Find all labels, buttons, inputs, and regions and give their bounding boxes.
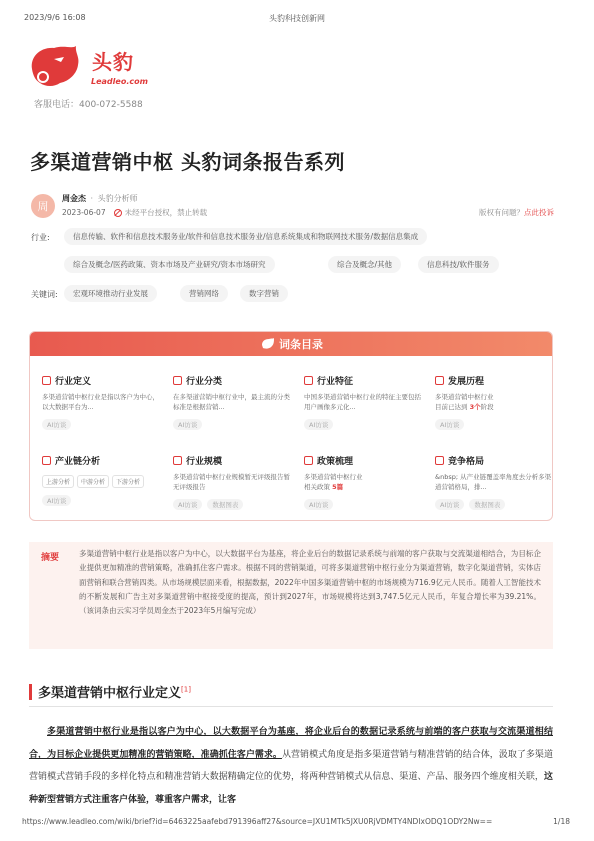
ai-interview-pill[interactable]: AI访谈	[435, 419, 464, 430]
brand-domain[interactable]: Leadleo.com	[91, 77, 148, 86]
report-prefix: 版权有问题？	[479, 208, 524, 217]
author-avatar[interactable]: 周	[31, 194, 55, 218]
toc-item-desc: 多渠道营销中枢行业 目前已达到 3个阶段	[435, 393, 494, 411]
ai-interview-pill[interactable]: AI访谈	[435, 499, 464, 510]
toc-item-title: 产业链分析	[55, 457, 101, 467]
abstract-text: 多渠道营销中枢行业是指以客户为中心，以大数据平台为基座，将企业后台的数据记录系统与前端的客户获取与交流渠道相结合，为目标企业提供更加精准的营销策略，准确抓住客户需求。根据不同的营销渠道，可将多渠道营销中枢行业分为渠道营销，数字化渠道营销，实体店面营销和联合营销四类。从市场规模层面来看，根据数据，2022年中国多渠道营销中枢的市场规模为716.9亿元人民币。随着人工智能技术的不断发展和广告主对多渠道营销中枢接受度的提高，预计到2027年，市场规模将达到3,747.5亿元人民币，年复合增长率为39.21%。（该词条由云实习学员周金杰于2023年5月编写完成）	[79, 549, 541, 616]
bar-chart-icon	[435, 376, 444, 385]
ai-interview-pill[interactable]: AI访谈	[304, 419, 333, 430]
section-divider	[29, 706, 553, 707]
toc-item-title: 行业定义	[55, 377, 92, 387]
copyright-notice-text: 未经平台授权，禁止转载	[124, 208, 208, 217]
publish-info	[62, 207, 207, 218]
toc-item-title: 行业分类	[186, 377, 223, 387]
toc-item-history[interactable]	[435, 374, 553, 431]
leopard-logo-icon[interactable]	[28, 43, 82, 89]
toc-item-market-size[interactable]	[173, 454, 293, 511]
toc-item-title: 行业特征	[317, 377, 354, 387]
ai-interview-pill[interactable]: AI访谈	[173, 419, 202, 430]
toc-item-policy[interactable]	[304, 454, 424, 511]
brand-name: 头豹	[92, 50, 134, 74]
abstract-box	[29, 542, 553, 649]
service-phone: 客服电话：400-072-5588	[34, 100, 143, 110]
toc-item-classification[interactable]	[173, 374, 293, 431]
toc-header	[30, 332, 553, 356]
chain-icon	[42, 456, 51, 465]
hierarchy-icon	[173, 376, 182, 385]
industry-tag[interactable]: 信息传输、软件和信息技术服务业/软件和信息技术服务业/信息系统集成和物联网技术服务/数据信息集成	[64, 228, 427, 245]
prohibited-icon	[114, 209, 122, 217]
author-role: 头豹分析师	[97, 194, 138, 203]
toc-item-desc: 多渠道营销中枢行业是指以客户为中心，以大数据平台为...	[42, 393, 159, 411]
ai-interview-pill[interactable]: AI访谈	[304, 499, 333, 510]
ai-interview-pill[interactable]: AI访谈	[42, 419, 71, 430]
toc-item-desc: &nbsp; 从产业链覆盖率角度去分析多渠道营销格局，排...	[435, 473, 552, 491]
page-number: 1/18	[553, 817, 570, 826]
keyword-tag[interactable]: 宏观环境推动行业发展	[64, 285, 157, 302]
toc-item-competition[interactable]	[435, 454, 553, 511]
toc-item-title: 行业规模	[186, 457, 223, 467]
industry-tag[interactable]: 综合及概念/其他	[328, 256, 401, 273]
keyword-tag[interactable]: 数字营销	[240, 285, 288, 302]
paragraph-emphasis: 这种新型营销方式注重客户体验，尊重客户需求，让客	[29, 772, 553, 805]
print-datetime: 2023/9/6 16:08	[24, 13, 86, 22]
data-chart-pill[interactable]: 数据图表	[469, 499, 505, 510]
leopard-small-icon	[261, 338, 275, 350]
toc-item-definition[interactable]	[42, 374, 162, 431]
keyword-tag[interactable]: 营销网络	[180, 285, 228, 302]
ai-interview-pill[interactable]: AI访谈	[173, 499, 202, 510]
print-site-name: 头豹科技创新网	[269, 14, 325, 23]
competition-icon	[435, 456, 444, 465]
industry-label: 行业:	[31, 233, 50, 242]
midstream-tag[interactable]: 中游分析	[77, 475, 109, 488]
toc-title	[255, 332, 329, 356]
table-of-contents	[29, 331, 553, 521]
chart-icon	[173, 456, 182, 465]
data-chart-pill[interactable]: 数据图表	[207, 499, 243, 510]
section-title: 多渠道营销中枢行业定义[1]	[38, 685, 191, 701]
paragraph-text: 从营销模式角度是指多渠道营销与精准营销的结合体，汲取了多渠道营销模式营销手段的多样化特点和精准营销大数据精确定位的优势，将两种营销模式从信息、渠道、产品、服务四个维度相关联，	[29, 749, 553, 782]
author-line	[62, 193, 138, 204]
author-name[interactable]: 周金杰	[62, 194, 86, 203]
section-paragraph	[29, 721, 553, 811]
toc-item-desc: 多渠道营销中枢行业规模暂无评级报告暂无评级报告	[173, 473, 290, 491]
document-icon	[304, 456, 313, 465]
reference-link[interactable]: [1]	[181, 685, 191, 694]
industry-tag[interactable]: 信息科技/软件服务	[418, 256, 499, 273]
section-marker	[29, 684, 32, 700]
author-separator: ·	[90, 194, 94, 203]
toc-item-features[interactable]	[304, 374, 424, 431]
keywords-label: 关键词:	[31, 290, 58, 299]
feature-chart-icon	[304, 376, 313, 385]
toc-item-desc: 在多渠道营销中枢行业中，最主流的分类标准是根据营销...	[173, 393, 290, 411]
downstream-tag[interactable]: 下游分析	[112, 475, 144, 488]
paragraph-emphasis: 多渠道营销中枢行业是指以客户为中心，以大数据平台为基座，将企业后台的数据记录系统与前端的客户获取与交流渠道相结合，为目标企业提供更加精准的营销策略，准确抓住客户需求。	[29, 727, 553, 760]
toc-item-desc: 中国多渠道营销中枢行业的特征主要包括用户画像多元化...	[304, 393, 421, 411]
toc-item-title: 发展历程	[448, 377, 485, 387]
toc-item-industry-chain[interactable]	[42, 454, 162, 507]
toc-title-text: 词条目录	[279, 338, 323, 351]
report-link[interactable]: 点此投诉	[524, 208, 554, 217]
upstream-tag[interactable]: 上游分析	[42, 475, 74, 488]
toc-item-title: 竞争格局	[448, 457, 485, 467]
copyright-notice	[114, 207, 208, 218]
page-title: 多渠道营销中枢 头豹词条报告系列	[30, 150, 345, 174]
abstract-label: 摘要	[41, 553, 60, 563]
search-doc-icon	[42, 376, 51, 385]
industry-tag[interactable]: 综合及概念/医药政策、资本市场及产业研究/资本市场研究	[64, 256, 275, 273]
publish-date: 2023-06-07	[62, 208, 106, 217]
ai-interview-pill[interactable]: AI访谈	[42, 495, 71, 506]
copyright-report	[479, 207, 554, 218]
toc-item-title: 政策梳理	[317, 457, 354, 467]
toc-item-desc: 多渠道营销中枢行业 相关政策 5篇	[304, 473, 363, 491]
page-url[interactable]: https://www.leadleo.com/wiki/brief?id=6463225aafebd791396aff27&source=JXU1MTk5JXU0RjVDMTY4NDIxODQ1ODY2Nw==	[22, 817, 493, 826]
